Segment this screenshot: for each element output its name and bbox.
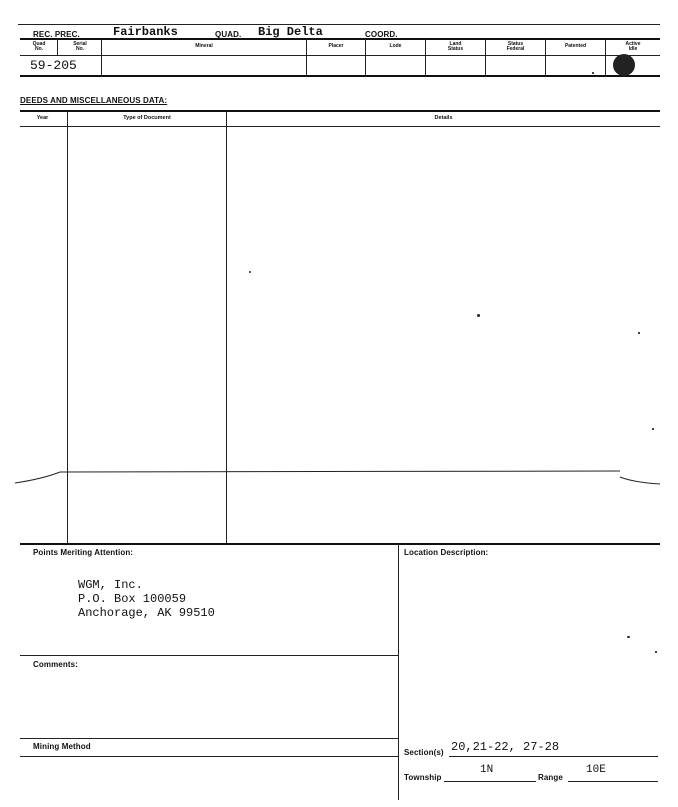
coord-label: COORD.: [365, 30, 398, 39]
rec-prec-label: REC. PREC.: [33, 30, 80, 39]
bottom-section-rule: [20, 543, 660, 545]
address-line-2: P.O. Box 100059: [78, 592, 187, 606]
col-serial-no: Serial No.: [73, 41, 87, 52]
deeds-section-title: DEEDS AND MISCELLANEOUS DATA:: [20, 96, 168, 105]
comments-rule: [20, 655, 398, 656]
sections-value: 20,21-22, 27-28: [451, 740, 560, 754]
comments-label: Comments:: [33, 660, 78, 669]
sections-label: Section(s): [404, 748, 444, 757]
claim-table-header-rule: [20, 55, 660, 56]
col-land-status: Land Status: [447, 41, 464, 52]
col-details: Details: [434, 115, 453, 121]
deeds-header-rule: [20, 126, 660, 127]
col-lode: Lode: [389, 43, 402, 49]
township-underline: [444, 781, 536, 782]
col-mineral: Mineral: [195, 43, 213, 49]
range-label: Range: [538, 773, 563, 782]
range-value: 10E: [586, 764, 606, 776]
speck: [477, 314, 480, 317]
township-label: Township: [404, 773, 442, 782]
location-description-label: Location Description:: [404, 548, 489, 557]
quad-value: Big Delta: [258, 25, 323, 39]
address-line-3: Anchorage, AK 99510: [78, 606, 215, 620]
card-fold-line: [0, 460, 678, 500]
rec-prec-value: Fairbanks: [113, 25, 178, 39]
col-year: Year: [36, 115, 49, 121]
claim-table-bottom-rule: [20, 75, 660, 77]
speck: [655, 651, 657, 653]
speck: [249, 271, 251, 273]
deeds-top-rule: [20, 110, 660, 112]
col-active-idle: Active Idle: [625, 41, 641, 52]
active-indicator-dot: [613, 54, 635, 76]
contact-address: [78, 578, 215, 620]
quad-serial-value: 59-205: [30, 58, 77, 73]
range-underline: [568, 781, 658, 782]
speck: [592, 72, 594, 74]
township-value: 1N: [480, 764, 494, 776]
speck: [638, 332, 640, 334]
quad-label: QUAD.: [215, 30, 242, 39]
claim-table-top-rule: [20, 38, 660, 40]
speck: [627, 636, 630, 638]
sections-underline: [449, 756, 658, 757]
speck: [652, 428, 654, 430]
col-status-federal: Status Federal: [506, 41, 525, 52]
mining-method-underline: [20, 756, 398, 757]
mining-method-label: Mining Method: [33, 742, 91, 751]
claim-divider-1: [57, 39, 58, 55]
bottom-center-divider: [398, 544, 399, 800]
mining-method-rule: [20, 738, 398, 739]
col-quad-no: Quad No.: [32, 41, 46, 52]
col-placer: Placer: [328, 43, 344, 49]
points-meriting-attention-label: Points Meriting Attention:: [33, 548, 134, 557]
col-type-of-document: Type of Document: [123, 115, 171, 121]
col-patented: Patented: [564, 43, 587, 49]
address-line-1: WGM, Inc.: [78, 578, 143, 592]
